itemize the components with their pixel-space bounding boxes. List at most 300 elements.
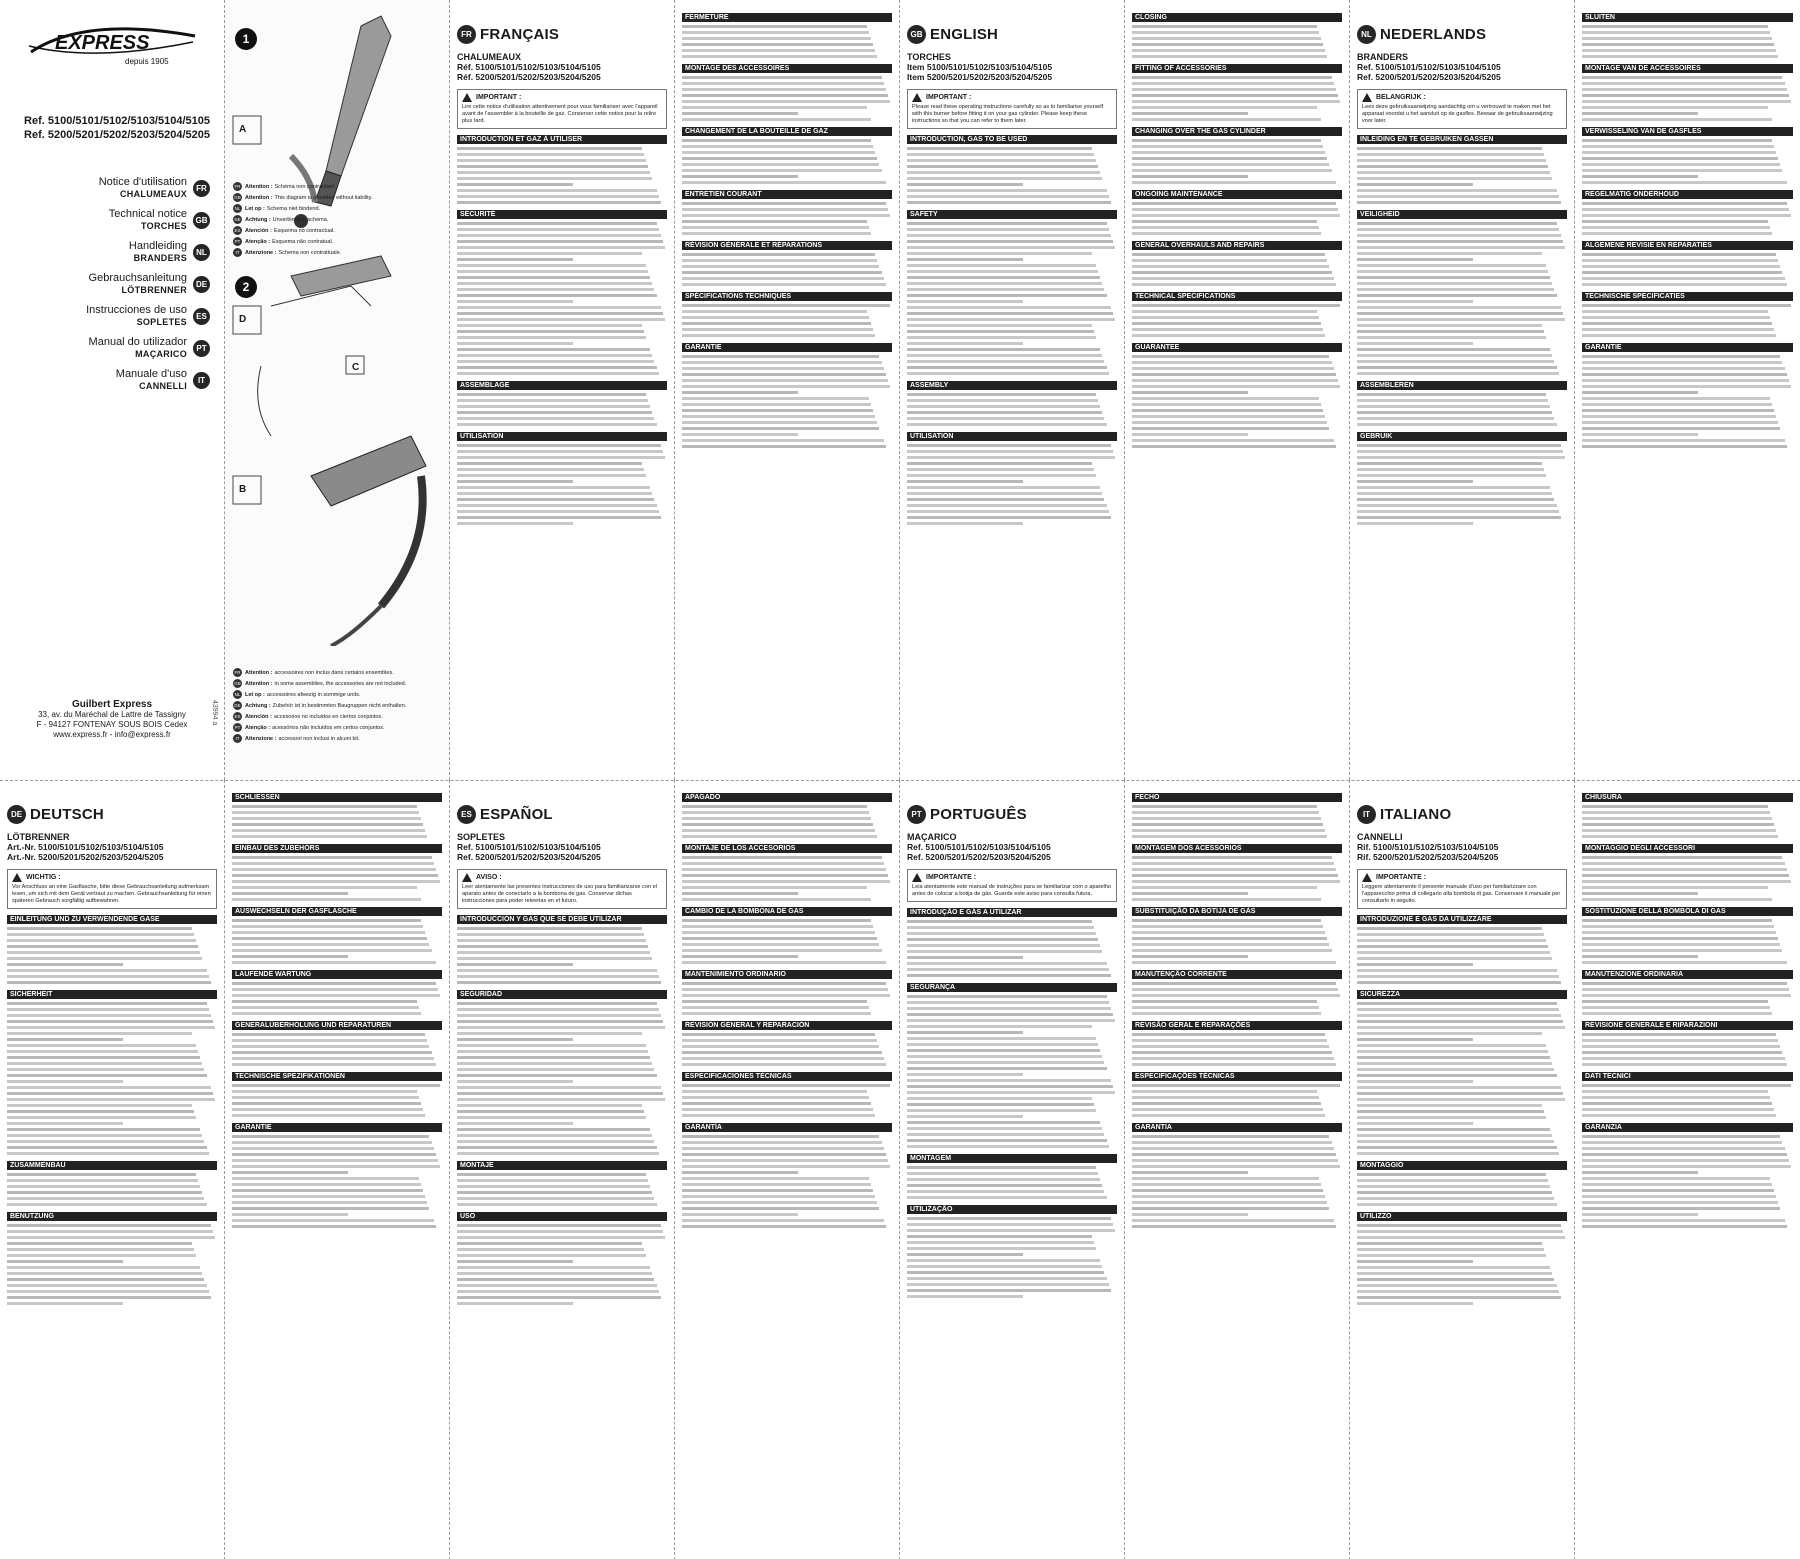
text-line	[457, 348, 650, 351]
legend-label: Attention :	[245, 680, 273, 687]
legend-row	[233, 226, 443, 235]
section-heading: MANTENIMIENTO ORDINARIO	[682, 970, 892, 979]
section-heading: CAMBIO DE LA BOMBONA DE GAS	[682, 907, 892, 916]
text-line	[1132, 328, 1323, 331]
text-line	[457, 252, 642, 255]
section-body	[7, 1224, 217, 1305]
text-line	[1357, 171, 1550, 174]
text-line	[1582, 982, 1787, 985]
text-line	[1132, 334, 1325, 337]
text-line	[1132, 880, 1340, 883]
text-line	[7, 1026, 215, 1029]
warning-box	[457, 869, 667, 909]
product-title: LÖTBRENNER	[7, 832, 70, 842]
legend-label: Attenzione :	[245, 735, 277, 742]
text-line	[682, 397, 869, 400]
section-heading: INTRODUÇÃO E GÁS A UTILIZAR	[907, 908, 1117, 917]
text-line	[1582, 43, 1774, 46]
text-line	[1582, 856, 1782, 859]
text-line	[1357, 1254, 1546, 1257]
text-line	[907, 246, 1115, 249]
text-line	[1132, 421, 1327, 424]
text-line	[457, 456, 665, 459]
text-line	[7, 1146, 207, 1149]
section-heading: ESPECIFICACIONES TÉCNICAS	[682, 1072, 892, 1081]
legend-badge: GB	[233, 193, 242, 202]
section-heading: MONTAGE DES ACCESSOIRES	[682, 64, 892, 73]
text-line	[1357, 1179, 1548, 1182]
text-line	[907, 995, 1107, 998]
text-line	[1132, 898, 1321, 901]
section-body	[7, 1173, 217, 1206]
text-line	[1357, 1020, 1563, 1023]
section-heading: GENERAL OVERHAULS AND REPAIRS	[1132, 241, 1342, 250]
section-body	[1132, 253, 1342, 286]
section-heading: AUSWECHSELN DER GASFLASCHE	[232, 907, 442, 916]
text-line	[1132, 304, 1340, 307]
text-line	[682, 112, 798, 115]
language-badge: NL	[193, 244, 210, 261]
text-line	[907, 504, 1107, 507]
text-line	[232, 1183, 421, 1186]
text-line	[907, 1184, 1102, 1187]
text-line	[232, 988, 438, 991]
product-ref-2: Art.-Nr. 5200/5201/5202/5203/5204/5205	[7, 852, 164, 862]
section-heading: MONTAGE VAN DE ACCESSOIRES	[1582, 64, 1793, 73]
text-line	[1357, 183, 1473, 186]
callout-box-a	[233, 116, 261, 144]
text-line	[1132, 988, 1338, 991]
text-line	[682, 355, 879, 358]
text-line	[907, 1139, 1107, 1142]
text-line	[1132, 94, 1338, 97]
text-line	[457, 1197, 654, 1200]
text-line	[1582, 361, 1782, 364]
text-line	[1132, 82, 1334, 85]
text-line	[682, 277, 884, 280]
text-line	[457, 486, 650, 489]
language-column	[450, 0, 675, 780]
manual-name: LÖTBRENNER	[121, 285, 187, 295]
product-ref-2: Ref. 5200/5201/5202/5203/5204/5205	[457, 852, 601, 862]
product-ref-1: Art.-Nr. 5100/5101/5102/5103/5104/5105	[7, 842, 164, 852]
text-line	[1132, 1012, 1321, 1015]
section-body	[1132, 355, 1342, 448]
text-line	[1357, 1122, 1473, 1125]
text-line	[1132, 1225, 1336, 1228]
text-line	[457, 951, 650, 954]
text-line	[907, 288, 1104, 291]
text-line	[1132, 379, 1338, 382]
section-heading: SÉCURITÉ	[457, 210, 667, 219]
section-body	[1357, 927, 1567, 984]
text-line	[907, 510, 1109, 513]
section-heading: INTRODUCTION, GAS TO BE USED	[907, 135, 1117, 144]
legend-badge: GB	[233, 679, 242, 688]
section-heading: SUBSTITUIÇÃO DA BOTIJA DE GÁS	[1132, 907, 1342, 916]
text-line	[1582, 931, 1776, 934]
manual-item	[14, 336, 210, 360]
text-line	[1132, 157, 1327, 160]
text-line	[232, 811, 419, 814]
warning-box	[1357, 89, 1567, 129]
cover-panel	[0, 0, 225, 780]
section-heading: TECHNICAL SPECIFICATIONS	[1132, 292, 1342, 301]
text-line	[907, 474, 1096, 477]
text-line	[7, 1032, 192, 1035]
text-line	[907, 330, 1094, 333]
text-line	[682, 385, 890, 388]
text-line	[907, 1178, 1100, 1181]
text-line	[907, 1166, 1096, 1169]
section-body	[232, 1135, 442, 1228]
text-line	[907, 932, 1096, 935]
section-body	[907, 393, 1117, 426]
text-line	[7, 1128, 200, 1131]
text-line	[1582, 277, 1785, 280]
text-line	[1357, 1284, 1557, 1287]
text-line	[907, 444, 1111, 447]
text-line	[1582, 391, 1698, 394]
text-line	[907, 1061, 1104, 1064]
warning-icon	[912, 873, 922, 882]
text-line	[1132, 1063, 1336, 1066]
text-line	[457, 1098, 665, 1101]
text-line	[1357, 1044, 1546, 1047]
text-line	[1357, 963, 1473, 966]
section-heading: VERWISSELING VAN DE GASFLES	[1582, 127, 1793, 136]
text-line	[1132, 955, 1248, 958]
company-web: www.express.fr - info@express.fr	[53, 730, 171, 739]
legend-label: Atención :	[245, 227, 272, 234]
section-heading: SAFETY	[907, 210, 1117, 219]
text-line	[682, 898, 871, 901]
text-line	[682, 88, 886, 91]
text-line	[682, 439, 884, 442]
section-body	[232, 919, 442, 964]
text-line	[232, 982, 436, 985]
text-line	[682, 1033, 875, 1036]
text-line	[682, 874, 888, 877]
text-line	[682, 1171, 798, 1174]
text-line	[907, 1067, 1107, 1070]
text-line	[232, 1147, 434, 1150]
text-line	[1357, 957, 1552, 960]
text-line	[1132, 49, 1325, 52]
text-line	[907, 159, 1096, 162]
text-line	[1132, 367, 1334, 370]
text-line	[457, 360, 654, 363]
text-line	[1582, 355, 1780, 358]
text-line	[1132, 1096, 1319, 1099]
product-ref-1: Rif. 5100/5101/5102/5103/5104/5105	[1357, 842, 1499, 852]
section-heading: ALGEMENE REVISIE EN REPARATIES	[1582, 241, 1793, 250]
text-line	[1582, 955, 1698, 958]
section-heading: MONTAGGIO DEGLI ACCESSORI	[1582, 844, 1793, 853]
text-line	[1132, 1171, 1248, 1174]
legend-label: Let op :	[245, 691, 265, 698]
manual-name: SOPLETES	[136, 317, 187, 327]
text-line	[1357, 975, 1559, 978]
text-line	[1582, 1141, 1782, 1144]
text-line	[907, 183, 1023, 186]
text-line	[7, 969, 207, 972]
legend-label: Atenção :	[245, 238, 271, 245]
text-line	[907, 1013, 1113, 1016]
text-line	[1357, 294, 1557, 297]
text-line	[682, 892, 798, 895]
text-line	[1132, 283, 1336, 286]
text-line	[1357, 1173, 1546, 1176]
legend-badge: FR	[233, 182, 242, 191]
text-line	[457, 1224, 661, 1227]
text-line	[232, 1201, 427, 1204]
manual-name: BRANDERS	[133, 253, 187, 263]
text-line	[457, 1290, 659, 1293]
text-line	[682, 817, 871, 820]
text-line	[1357, 195, 1559, 198]
language-badge: IT	[1357, 805, 1376, 824]
text-line	[232, 1108, 423, 1111]
text-line	[682, 961, 886, 964]
text-line	[457, 468, 644, 471]
text-line	[1357, 462, 1542, 465]
text-line	[1357, 1260, 1473, 1263]
text-line	[1132, 961, 1336, 964]
text-line	[232, 886, 417, 889]
text-line	[1357, 1296, 1561, 1299]
text-line	[7, 1014, 211, 1017]
text-line	[1132, 100, 1340, 103]
burner-body	[311, 436, 426, 506]
text-line	[1357, 1236, 1565, 1239]
text-line	[1132, 409, 1323, 412]
text-line	[1132, 151, 1325, 154]
text-line	[682, 43, 873, 46]
legend-text: acessórios não incluídos em certos conjuntos.	[272, 724, 385, 731]
language-title: FRANÇAIS	[480, 26, 560, 43]
text-line	[907, 195, 1109, 198]
manual-name: MAÇARICO	[135, 349, 187, 359]
text-line	[1357, 270, 1548, 273]
legend-badge: ES	[233, 712, 242, 721]
section-heading: RÉVISION GÉNÉRALE ET RÉPARATIONS	[682, 241, 892, 250]
text-line	[907, 1037, 1096, 1040]
text-line	[1357, 1116, 1546, 1119]
text-line	[457, 183, 573, 186]
text-line	[682, 931, 875, 934]
text-line	[907, 393, 1096, 396]
text-line	[7, 1203, 207, 1206]
text-line	[682, 1225, 886, 1228]
text-line	[232, 949, 432, 952]
text-line	[7, 1134, 202, 1137]
text-line	[1132, 1183, 1321, 1186]
section-body	[457, 1002, 667, 1155]
section-body	[1132, 982, 1342, 1015]
text-line	[682, 391, 798, 394]
text-line	[1132, 253, 1325, 256]
text-line	[7, 1191, 202, 1194]
text-line	[1582, 1006, 1770, 1009]
section-heading: REVISIONE GENERALE E RIPARAZIONI	[1582, 1021, 1793, 1030]
text-line	[232, 931, 425, 934]
text-line	[7, 1116, 196, 1119]
text-line	[682, 415, 875, 418]
text-line	[457, 1050, 648, 1053]
text-line	[1132, 88, 1336, 91]
text-line	[1132, 277, 1334, 280]
legend-row	[233, 182, 443, 191]
text-line	[1582, 253, 1776, 256]
text-line	[682, 169, 882, 172]
text-line	[1132, 811, 1319, 814]
text-line	[1357, 1242, 1542, 1245]
section-heading: UTILISATION	[907, 432, 1117, 441]
section-heading: MANUTENÇÃO CORRENTE	[1132, 970, 1342, 979]
section-heading: UTILISATION	[457, 432, 667, 441]
text-line	[682, 226, 869, 229]
section-heading: USO	[457, 1212, 667, 1221]
section-body	[1582, 253, 1793, 286]
text-line	[907, 516, 1111, 519]
text-line	[457, 300, 573, 303]
text-line	[457, 1185, 650, 1188]
text-line	[1582, 421, 1778, 424]
text-line	[682, 76, 882, 79]
text-line	[907, 1283, 1109, 1286]
text-line	[907, 189, 1107, 192]
text-line	[1132, 886, 1317, 889]
text-line	[1582, 1165, 1791, 1168]
manual-item	[14, 208, 210, 232]
text-line	[682, 1177, 869, 1180]
text-line	[682, 1195, 875, 1198]
text-line	[1582, 106, 1768, 109]
text-line	[907, 1103, 1094, 1106]
text-line	[1582, 892, 1698, 895]
text-line	[1357, 348, 1550, 351]
text-line	[1357, 399, 1548, 402]
text-line	[907, 968, 1109, 971]
text-line	[907, 399, 1098, 402]
text-line	[682, 811, 869, 814]
section-body	[1132, 1033, 1342, 1066]
text-line	[682, 856, 882, 859]
section-heading: ESPECIFICAÇÕES TÉCNICAS	[1132, 1072, 1342, 1081]
text-line	[1582, 283, 1787, 286]
text-line	[1357, 1302, 1473, 1305]
language-title: PORTUGUÊS	[930, 806, 1027, 823]
text-line	[682, 937, 877, 940]
text-line	[1582, 31, 1770, 34]
text-line	[1582, 265, 1780, 268]
text-line	[1357, 1146, 1557, 1149]
text-line	[907, 372, 1109, 375]
text-line	[457, 939, 646, 942]
text-line	[682, 1096, 869, 1099]
text-line	[1132, 169, 1332, 172]
text-line	[1582, 937, 1778, 940]
text-line	[232, 919, 421, 922]
text-line	[907, 270, 1098, 273]
text-line	[232, 1096, 419, 1099]
manual-text: Instrucciones de uso	[86, 304, 187, 316]
text-line	[1357, 1266, 1550, 1269]
text-line	[1132, 862, 1334, 865]
arrow-curve	[258, 366, 271, 436]
text-line	[1582, 151, 1776, 154]
text-line	[1132, 1153, 1336, 1156]
text-line	[232, 898, 421, 901]
text-line	[457, 189, 657, 192]
section-heading: MONTAJE DE LOS ACCESORIOS	[682, 844, 892, 853]
section-body	[1132, 856, 1342, 901]
legend-text: Schema niet bindend.	[266, 205, 321, 212]
section-body	[682, 1033, 892, 1066]
text-line	[1357, 306, 1561, 309]
text-line	[1357, 516, 1561, 519]
text-line	[1132, 232, 1321, 235]
text-line	[457, 336, 646, 339]
warning-icon	[462, 873, 472, 882]
text-line	[232, 937, 427, 940]
legend-row	[233, 723, 443, 732]
warning-box	[457, 89, 667, 129]
section-body	[457, 393, 667, 426]
manual-text: Notice d'utilisation	[98, 176, 187, 188]
legend-text: accessoires non inclus dans certains ensembles.	[274, 669, 394, 676]
warning-text: Lees deze gebruiksaanwijzing aandachtig om u vertrouwd te maken met het apparaat voordat u het aansluit op de gasfles. Bewaar de gebruiksaanwijzing voor later.	[1362, 104, 1553, 124]
text-line	[457, 504, 657, 507]
language-header	[1357, 25, 1567, 44]
text-line	[7, 1224, 211, 1227]
language-column	[450, 780, 675, 1559]
text-line	[907, 252, 1092, 255]
text-line	[232, 925, 423, 928]
language-column	[900, 0, 1125, 780]
text-line	[1582, 271, 1782, 274]
text-line	[232, 1159, 438, 1162]
text-line	[1132, 1165, 1340, 1168]
product-ref-2: Rif. 5200/5201/5202/5203/5204/5205	[1357, 852, 1499, 862]
text-line	[1582, 433, 1698, 436]
text-line	[907, 486, 1100, 489]
legend-row	[233, 701, 443, 710]
text-line	[682, 175, 798, 178]
text-line	[1132, 322, 1321, 325]
text-line	[1582, 886, 1768, 889]
text-line	[457, 1032, 642, 1035]
section-body	[1582, 1135, 1793, 1228]
section-heading: EINBAU DES ZUBEHÖRS	[232, 844, 442, 853]
text-line	[457, 1179, 648, 1182]
text-line	[1357, 360, 1554, 363]
address-line-1: 33, av. du Maréchal de Lattre de Tassigny	[38, 710, 186, 719]
legend-badge: NL	[233, 690, 242, 699]
text-line	[1582, 1177, 1770, 1180]
text-line	[232, 892, 348, 895]
text-line	[682, 409, 873, 412]
warning-title: BELANGRIJK :	[1376, 94, 1426, 101]
text-line	[1582, 118, 1772, 121]
text-line	[682, 1201, 877, 1204]
language-badge: ES	[457, 805, 476, 824]
text-line	[907, 1001, 1109, 1004]
text-line	[1132, 1201, 1327, 1204]
text-line	[457, 1284, 657, 1287]
text-line	[907, 177, 1102, 180]
